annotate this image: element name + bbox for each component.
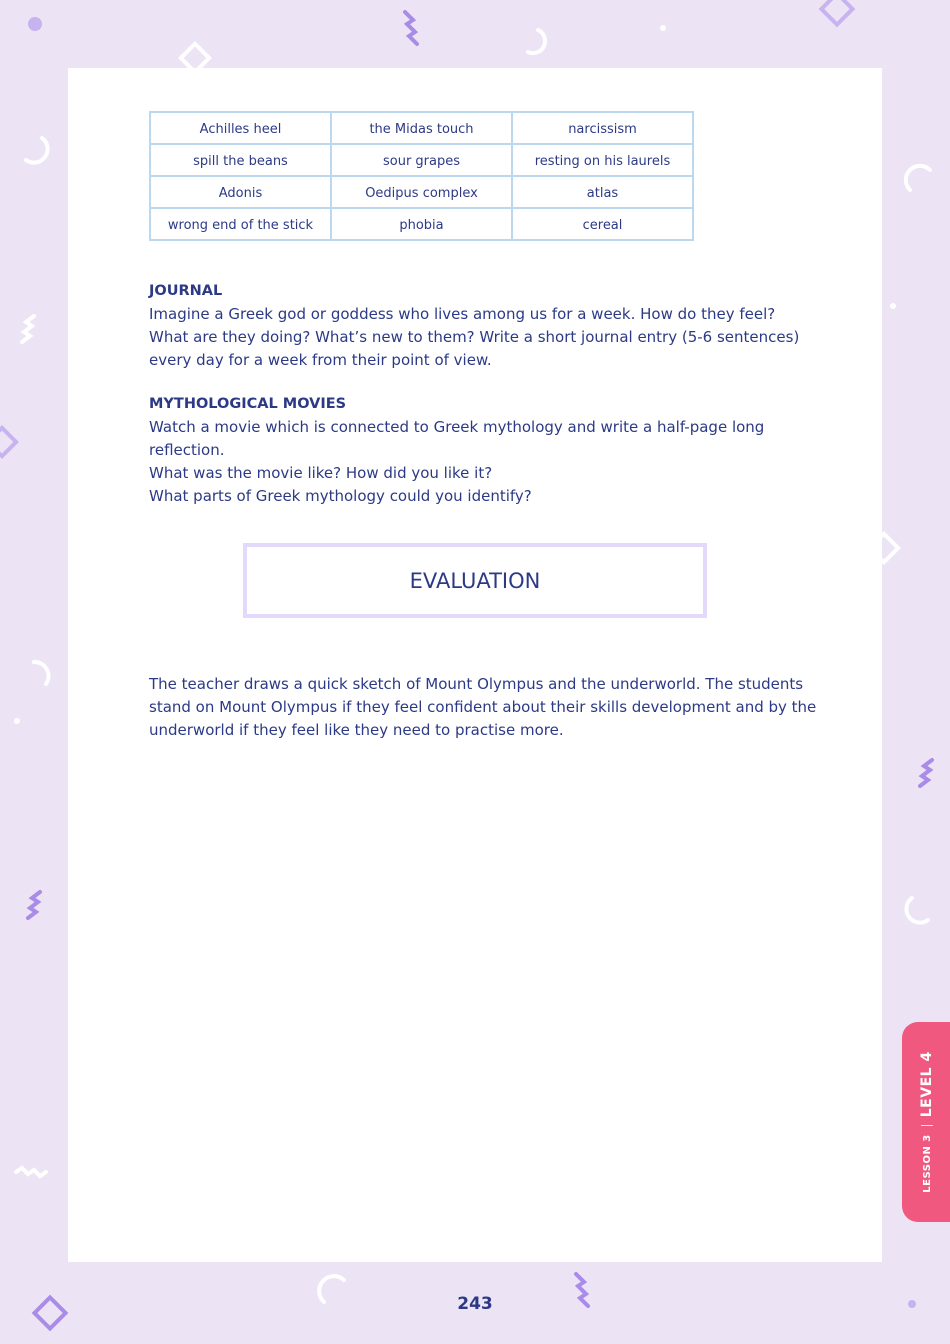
level-tab-label [915, 1022, 939, 1222]
arc-shape [906, 898, 928, 923]
arc-shape [528, 30, 545, 53]
squiggle-shape [28, 892, 40, 918]
journal-line: What are they doing? What’s new to them? Write a short journal entry (5-6 sentences) every day for a week from their point of view. [149, 328, 800, 369]
page-sheet [68, 68, 882, 1262]
movies-line: Watch a movie which is connected to Greek mythology and write a half-page long reflection. [149, 418, 765, 459]
table-cell: Achilles heel [150, 112, 331, 144]
table-cell: sour grapes [331, 144, 512, 176]
evaluation-title: EVALUATION [409, 568, 541, 593]
movies-heading: MYTHOLOGICAL MOVIES [149, 396, 347, 412]
page-number: 243 [457, 1294, 493, 1314]
table-cell: atlas [512, 176, 693, 208]
arc-shape [26, 138, 48, 163]
evaluation-heading-box [243, 543, 707, 618]
journal-line: Imagine a Greek god or goddess who lives among us for a week. How do they feel? [149, 305, 776, 323]
table-cell: phobia [331, 208, 512, 240]
table-row [150, 176, 693, 208]
table-cell: cereal [512, 208, 693, 240]
table-row [150, 208, 693, 240]
table-row [150, 144, 693, 176]
table-cell: Oedipus complex [331, 176, 512, 208]
dot-shape [28, 17, 42, 31]
word-table [149, 111, 694, 241]
arc-shape [906, 166, 930, 190]
level-label: LEVEL 4 [919, 1051, 935, 1118]
dot-shape [890, 303, 896, 309]
lesson-label: LESSON 3 [921, 1134, 933, 1193]
table-cell: the Midas touch [331, 112, 512, 144]
squiggle-shape [22, 316, 34, 342]
evaluation-text: The teacher draws a quick sketch of Mount Olympus and the underworld. The students stand on Mount Olympus if they feel confident about their skills development and by the underworld if they feel like they need to practise more. [149, 675, 817, 739]
journal-section [149, 280, 829, 372]
squiggle-shape [920, 760, 932, 786]
tab-divider [921, 1125, 933, 1126]
squiggle-shape [405, 12, 417, 44]
level-tab [902, 1022, 950, 1222]
diamond-shape [0, 428, 16, 456]
dot-shape [660, 25, 666, 31]
squiggle-shape [16, 1168, 46, 1176]
table-cell: narcissism [512, 112, 693, 144]
journal-heading: JOURNAL [149, 283, 223, 299]
arc-shape [34, 662, 49, 684]
table-row [150, 112, 693, 144]
movies-section [149, 393, 829, 508]
table-cell: Adonis [150, 176, 331, 208]
table-cell: resting on his laurels [512, 144, 693, 176]
diamond-shape [821, 0, 852, 25]
dot-shape [14, 718, 20, 724]
table-cell: spill the beans [150, 144, 331, 176]
movies-line: What parts of Greek mythology could you identify? [149, 487, 532, 505]
table-cell: wrong end of the stick [150, 208, 331, 240]
movies-line: What was the movie like? How did you like it? [149, 464, 493, 482]
